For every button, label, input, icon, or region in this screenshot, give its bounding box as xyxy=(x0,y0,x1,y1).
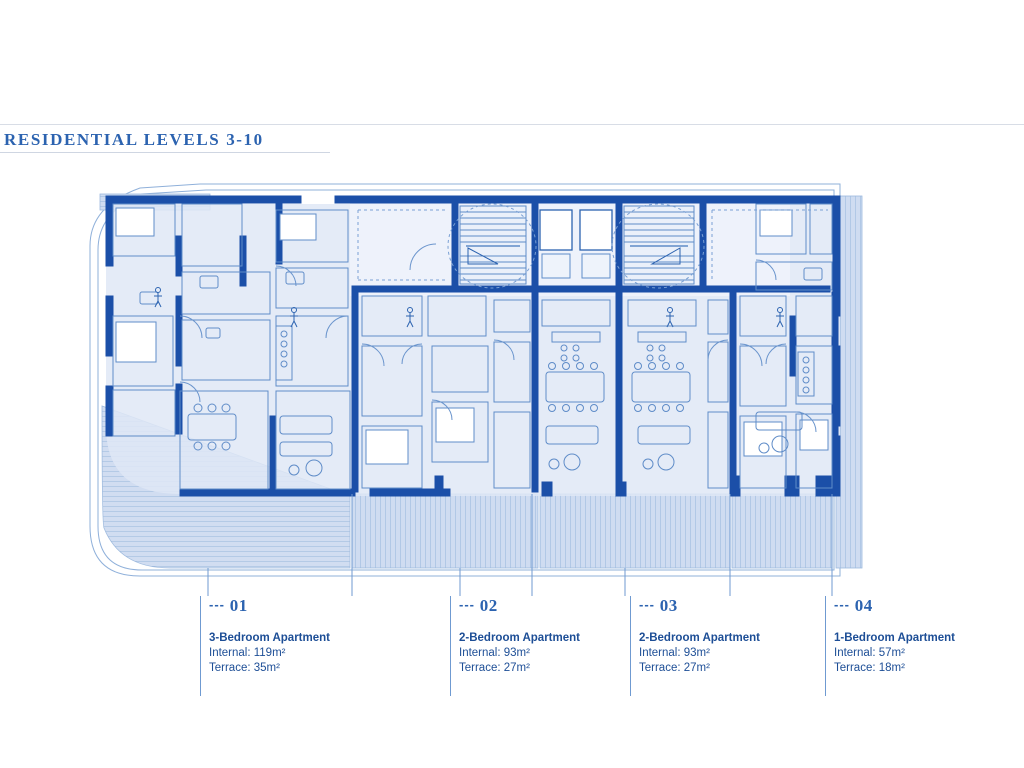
unit-number-02 xyxy=(459,596,630,616)
unit-type-03: 2-Bedroom Apartment xyxy=(639,632,760,644)
unit-id-03: 03 xyxy=(659,596,678,615)
unit-number-03 xyxy=(639,596,825,616)
unit-internal-02: Internal: 93m² xyxy=(459,647,530,659)
unit-number-04 xyxy=(834,596,960,616)
unit-id-02: 02 xyxy=(479,596,498,615)
unit-id-04: 04 xyxy=(854,596,873,615)
unit-type-02: 2-Bedroom Apartment xyxy=(459,632,580,644)
unit-type-01: 3-Bedroom Apartment xyxy=(209,632,330,644)
unit-legend-03[interactable] xyxy=(630,596,825,696)
unit-dash-02: --- xyxy=(459,597,475,612)
unit-number-01 xyxy=(209,596,450,616)
unit-terrace-01: Terrace: 35m² xyxy=(209,662,280,674)
floor-plan-drawing xyxy=(80,176,910,596)
unit-internal-04: Internal: 57m² xyxy=(834,647,905,659)
unit-legend-01[interactable] xyxy=(200,596,450,696)
header-divider xyxy=(0,124,1024,125)
unit-dash-04: --- xyxy=(834,597,850,612)
unit-dash-01: --- xyxy=(209,597,225,612)
page-title: RESIDENTIAL LEVELS 3-10 xyxy=(4,130,264,149)
unit-legend xyxy=(200,596,960,706)
unit-internal-03: Internal: 93m² xyxy=(639,647,710,659)
unit-type-04: 1-Bedroom Apartment xyxy=(834,632,955,644)
unit-id-01: 01 xyxy=(229,596,248,615)
unit-terrace-02: Terrace: 27m² xyxy=(459,662,530,674)
unit-dash-03: --- xyxy=(639,597,655,612)
unit-terrace-04: Terrace: 18m² xyxy=(834,662,905,674)
title-underline xyxy=(0,152,330,153)
unit-legend-04[interactable] xyxy=(825,596,960,696)
unit-legend-02[interactable] xyxy=(450,596,630,696)
unit-terrace-03: Terrace: 27m² xyxy=(639,662,710,674)
unit-internal-01: Internal: 119m² xyxy=(209,647,286,659)
